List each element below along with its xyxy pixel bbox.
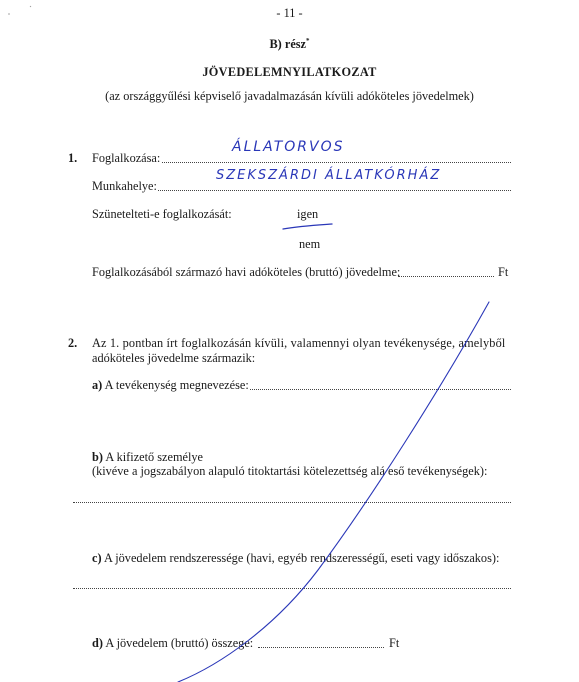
cancel-strike-line [178,302,489,682]
workplace-handwritten-value: SZEKSZÁRDI ÁLLATKÓRHÁZ [216,168,442,183]
amount-label: d) A jövedelem (bruttó) összege: [92,636,254,650]
option-yes[interactable]: igen [297,207,319,221]
page-number: - 11 - [276,6,303,20]
scan-speck-mark [8,6,31,14]
document-title: JÖVEDELEMNYILATKOZAT [202,65,377,79]
option-no[interactable]: nem [299,237,321,251]
monthly-income-label: Foglalkozásából származó havi adóköteles (bruttó) jövedelme: [92,265,401,279]
monthly-income-unit: Ft [498,265,509,279]
payer-label: b) A kifizető személye [92,450,203,464]
regularity-label: c) A jövedelem rendszeressége (havi, egyéb rendszerességű, eseti vagy időszakos): [92,551,500,565]
section-2-intro-line2: adóköteles jövedelme származik: [92,351,256,365]
occupation-handwritten-value: ÁLLATORVOS [232,139,345,155]
section-2-number: 2. [68,336,78,350]
workplace-label: Munkahelye: [92,179,157,193]
section-1-number: 1. [68,151,78,165]
part-title: B) rész* [269,36,310,51]
occupation-label: Foglalkozása: [92,151,161,165]
suspended-label: Szünetelteti-e foglalkozását: [92,207,232,221]
igen-underline-mark [283,224,332,229]
document-subtitle: (az országgyűlési képviselő javadalmazásán kívüli adóköteles jövedelmek) [105,89,474,103]
section-2-intro-line1: Az 1. pontban írt foglalkozásán kívüli, valamennyi olyan tevékenysége, amelyből [92,336,506,350]
amount-unit: Ft [389,636,400,650]
activity-name-label: a) A tevékenység megnevezése: [92,378,249,392]
payer-note: (kivéve a jogszabályon alapuló titoktartási kötelezettség alá eső tevékenységek): [92,464,488,478]
